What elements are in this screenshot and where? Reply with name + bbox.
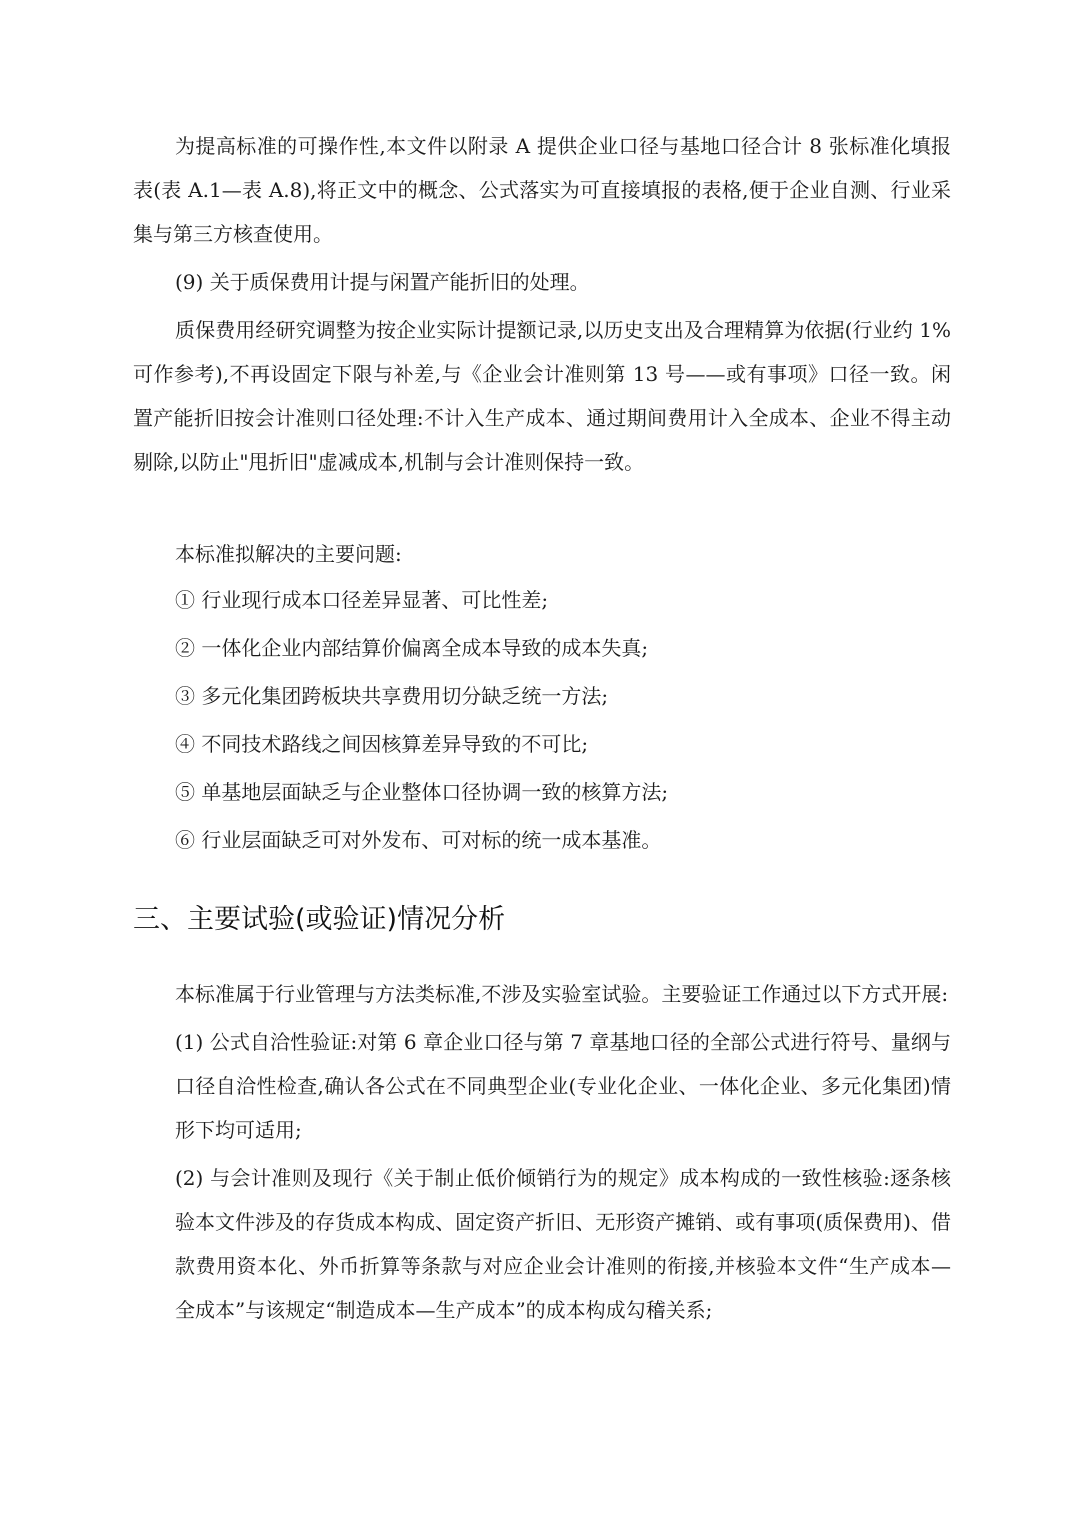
problem-list — [133, 576, 951, 864]
document-page — [133, 124, 951, 1332]
list-item: ② 一体化企业内部结算价偏离全成本导致的成本失真; — [175, 636, 649, 660]
section-heading-3: 三、主要试验(或验证)情况分析 — [133, 904, 506, 935]
list-item: ⑥ 行业层面缺乏可对外发布、可对标的统一成本基准。 — [175, 828, 662, 852]
list-item: ① 行业现行成本口径差异显著、可比性差; — [175, 588, 549, 612]
list-item: ③ 多元化集团跨板块共享费用切分缺乏统一方法; — [175, 684, 609, 708]
item-9-heading: (9) 关于质保费用计提与闲置产能折旧的处理。 — [175, 270, 590, 294]
paragraph-problems-intro: 本标准拟解决的主要问题: — [175, 542, 402, 566]
item-1-formula-verification: (1) 公式自洽性验证:对第 6 章企业口径与第 7 章基地口径的全部公式进行符号、量纲与口径自洽性检查,确认各公式在不同典型企业(专业化企业、一体化企业、多元化集团)情形下均可适用; — [175, 1030, 951, 1142]
list-item: ⑤ 单基地层面缺乏与企业整体口径协调一致的核算方法; — [175, 780, 669, 804]
list-item: ④ 不同技术路线之间因核算差异导致的不可比; — [175, 732, 589, 756]
paragraph-verification-intro: 本标准属于行业管理与方法类标准,不涉及实验室试验。主要验证工作通过以下方式开展: — [175, 982, 949, 1006]
paragraph-warranty-depreciation: 质保费用经研究调整为按企业实际计提额记录,以历史支出及合理精算为依据(行业约 1% 可作参考),不再设固定下限与补差,与《企业会计准则第 13 号——或有事项》口径一致。闲置产能折旧按会计准则口径处理:不计入生产成本、通过期间费用计入全成本、企业不得主动剔除,以防止"甩折旧"虚减成本,机制与会计准则保持一致。 — [133, 318, 951, 474]
paragraph-appendix-tables: 为提高标准的可操作性,本文件以附录 A 提供企业口径与基地口径合计 8 张标准化填报表(表 A.1—表 A.8),将正文中的概念、公式落实为可直接填报的表格,便于企业自测、行业采集与第三方核查使用。 — [133, 134, 951, 246]
item-2-accounting-consistency: (2) 与会计准则及现行《关于制止低价倾销行为的规定》成本构成的一致性核验:逐条核验本文件涉及的存货成本构成、固定资产折旧、无形资产摊销、或有事项(质保费用)、借款费用资本化、外币折算等条款与对应企业会计准则的衔接,并核验本文件“生产成本—全成本”与该规定“制造成本—生产成本”的成本构成勾稽关系; — [175, 1166, 951, 1322]
